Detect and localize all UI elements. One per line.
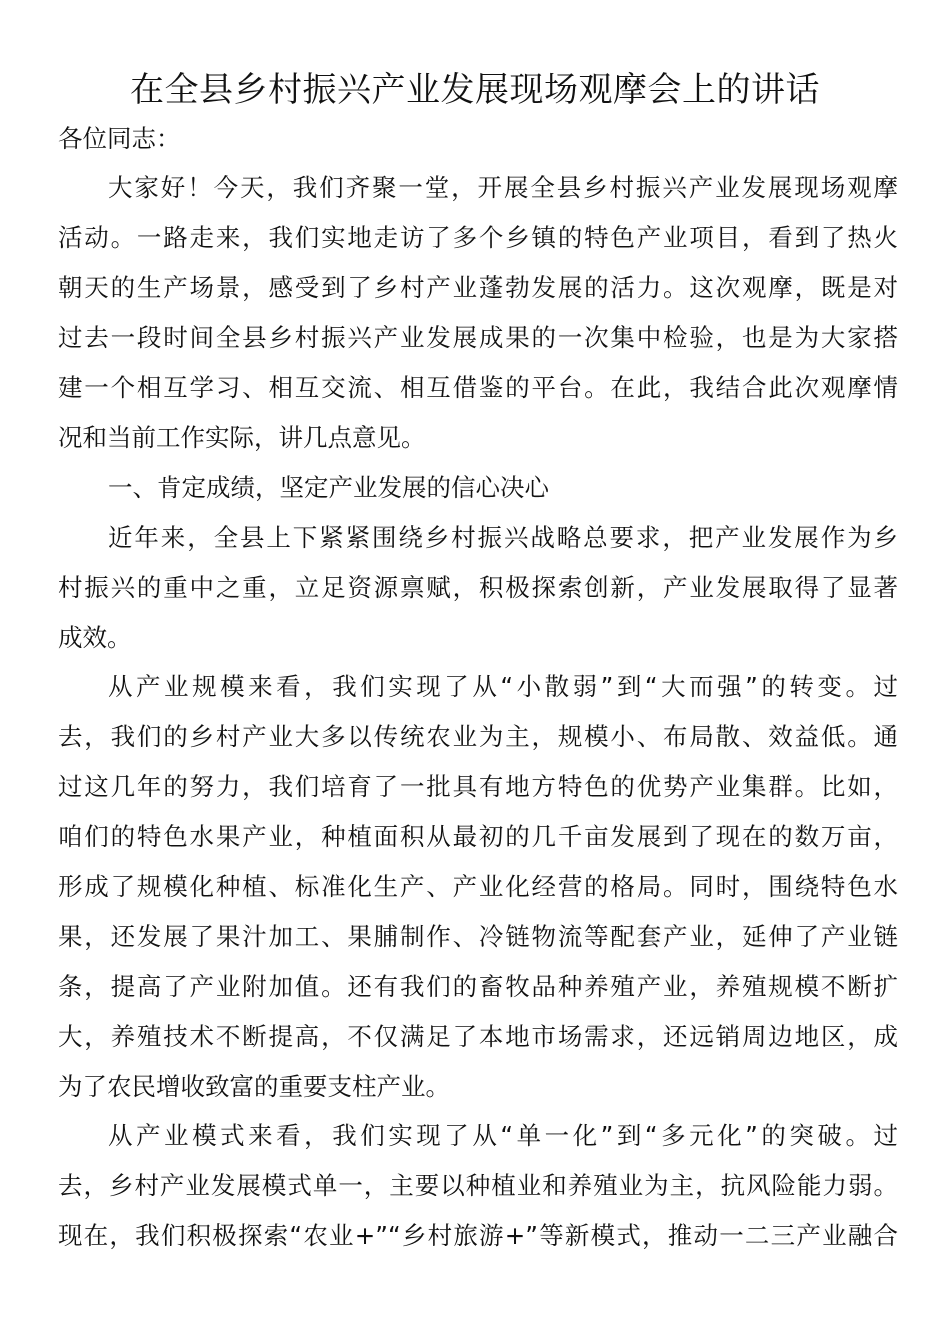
paragraph-line: 果，还发展了果汁加工、果脯制作、冷链物流等配套产业，延伸了产业链 (58, 922, 898, 951)
paragraph-line: 况和当前工作实际，讲几点意见。 (58, 423, 426, 452)
document-title: 在全县乡村振兴产业发展现场观摩会上的讲话 (130, 70, 820, 110)
paragraph-line: 朝天的生产场景，感受到了乡村产业蓬勃发展的活力。这次观摩，既是对 (58, 273, 898, 302)
paragraph-line: 去，我们的乡村产业大多以传统农业为主，规模小、布局散、效益低。通 (58, 722, 898, 751)
paragraph-line: 过去一段时间全县乡村振兴产业发展成果的一次集中检验，也是为大家搭 (58, 323, 898, 352)
paragraph-line: 为了农民增收致富的重要支柱产业。 (58, 1072, 450, 1101)
paragraph-line: 大，养殖技术不断提高，不仅满足了本地市场需求，还远销周边地区，成 (58, 1022, 898, 1051)
paragraph-line: 建一个相互学习、相互交流、相互借鉴的平台。在此，我结合此次观摩情 (58, 373, 898, 402)
greeting: 各位同志： (58, 124, 181, 153)
paragraph-line: 大家好！今天，我们齐聚一堂，开展全县乡村振兴产业发展现场观摩 (108, 173, 898, 202)
paragraph-line: 条，提高了产业附加值。还有我们的畜牧品种养殖产业，养殖规模不断扩 (58, 972, 898, 1001)
paragraph-line: 近年来，全县上下紧紧围绕乡村振兴战略总要求，把产业发展作为乡 (108, 523, 898, 552)
paragraph-line: 成效。 (58, 623, 132, 652)
section-heading: 一、肯定成绩，坚定产业发展的信心决心 (108, 473, 549, 502)
paragraph-line: 咱们的特色水果产业，种植面积从最初的几千亩发展到了现在的数万亩， (58, 822, 898, 851)
paragraph-line: 过这几年的努力，我们培育了一批具有地方特色的优势产业集群。比如， (58, 772, 898, 801)
paragraph-line: 去，乡村产业发展模式单一，主要以种植业和养殖业为主，抗风险能力弱。 (58, 1171, 898, 1200)
paragraph-line: 现在，我们积极探索“农业+”“乡村旅游+”等新模式，推动一二三产业融合 (58, 1221, 898, 1250)
paragraph-line: 从产业规模来看，我们实现了从“小散弱”到“大而强”的转变。过 (108, 672, 898, 701)
paragraph-line: 活动。一路走来，我们实地走访了多个乡镇的特色产业项目，看到了热火 (58, 223, 898, 252)
paragraph-line: 从产业模式来看，我们实现了从“单一化”到“多元化”的突破。过 (108, 1121, 898, 1150)
paragraph-line: 村振兴的重中之重，立足资源禀赋，积极探索创新，产业发展取得了显著 (58, 573, 898, 602)
paragraph-line: 形成了规模化种植、标准化生产、产业化经营的格局。同时，围绕特色水 (58, 872, 898, 901)
